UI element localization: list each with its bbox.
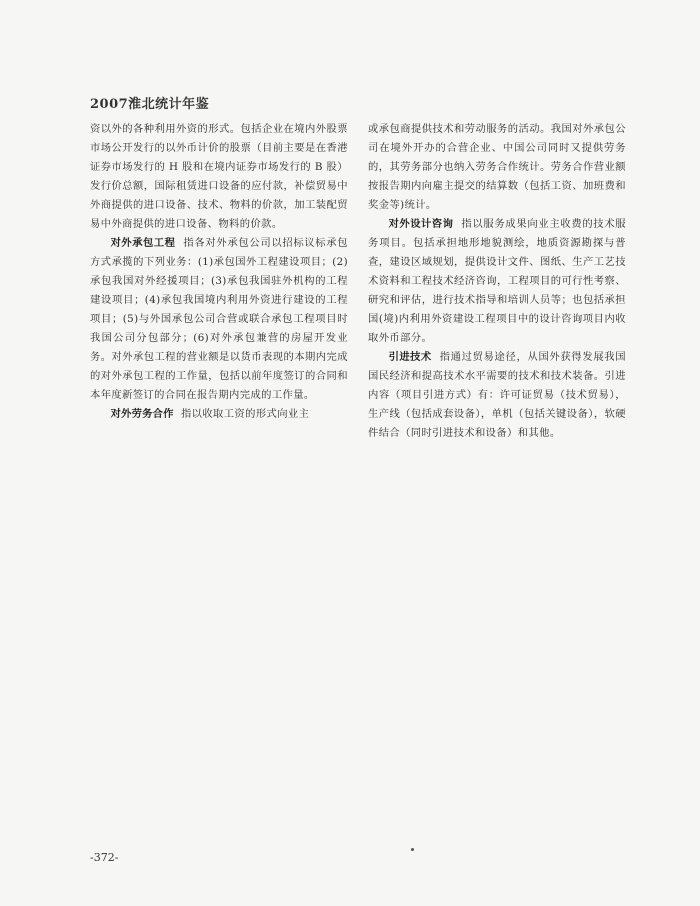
page-number: -372- <box>90 851 119 864</box>
entry-text: 指各对外承包公司以招标议标承包方式承揽的下列业务：(1)承包国外工程建设项目；(2)承包我国对外经援项目；(3)承包我国驻外机构的工程建设项目；(4)承包我国境内利用外资进行建设的工程项目；(5)与外国承包公司合营或联合承包工程项目时我国公司分包部分；(6)对外承包兼营的房屋开发业务。对外承包工程的营业额是以货币表现的本期内完成的对外承包工程的工作量，包括以前年度签订的合同和本年度新签订的合同在报告期内完成的工作量。 <box>90 237 349 401</box>
entry-text: 指以收取工资的形式向业主 <box>180 408 310 420</box>
definition-entry <box>368 348 626 443</box>
running-title: 2007淮北统计年鉴 <box>90 97 210 112</box>
definition-entry <box>368 215 626 348</box>
entry-text: 指通过贸易途径，从国外获得发展我国国民经济和提高技术水平需要的技术和技术装备。引进内容（项目引进方式）有：许可证贸易（技术贸易），生产线（包括成套设备），单机（包括关键设备），软硬件结合（同时引进技术和设备）和其他。 <box>368 351 626 439</box>
definition-entry <box>90 405 348 424</box>
entry-text: 指以服务成果向业主收费的技术服务项目。包括承担地形地貌测绘，地质资源勘探与普查，建设区域规划，提供设计文件、图纸、生产工艺技术资料和工程技术经济咨询，工程项目的可行性考察、研究和评估，进行技术指导和培训人员等；也包括承担国(境)内利用外资建设工程项目中的设计咨询项目内收取外币部分。 <box>368 218 627 344</box>
entry-term: 对外承包工程 <box>110 237 176 249</box>
paragraph <box>368 120 626 215</box>
paragraph-text: 或承包商提供技术和劳动服务的活动。我国对外承包公司在境外开办的合营企业、中国公司同时又提供劳务的，其劳务部分也纳入劳务合作统计。劳务合作营业额按报告期内向雇主提交的结算数（包括工资、加班费和奖金等)统计。 <box>368 123 626 211</box>
left-column <box>90 120 348 424</box>
entry-term: 对外劳务合作 <box>110 408 174 420</box>
right-column <box>368 120 626 443</box>
paragraph-text: 资以外的各种利用外资的形式。包括企业在境内外股票市场公开发行的以外币计价的股票（目前主要是在香港证券市场发行的 H 股和在境内证券市场发行的 B 股）发行价总额，国际租赁进口设备的应付款，补偿贸易中外商提供的进口设备、技术、物料的价款，加工装配贸易中外商提供的进口设备、物料的价款。 <box>90 123 348 230</box>
entry-term: 引进技术 <box>388 351 432 363</box>
scan-speck <box>411 848 414 851</box>
definition-entry <box>90 234 348 405</box>
paragraph <box>90 120 348 234</box>
entry-term: 对外设计咨询 <box>388 218 454 230</box>
